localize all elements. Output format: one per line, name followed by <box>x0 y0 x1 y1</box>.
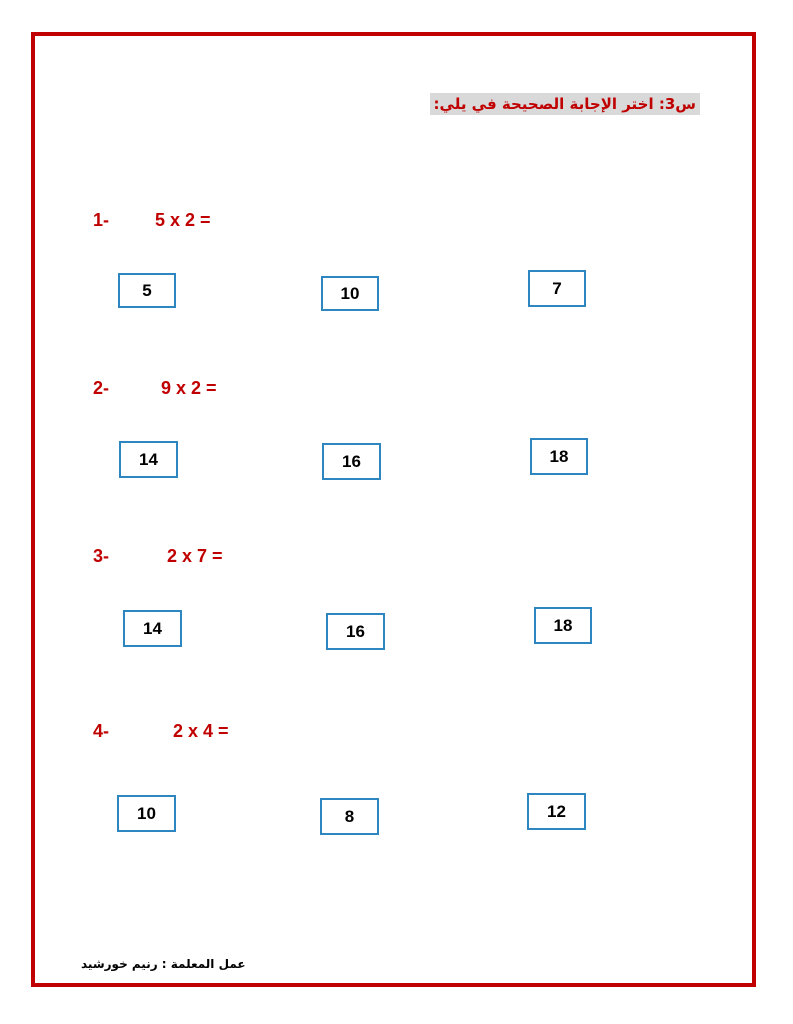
question-1-choice-1[interactable]: 5 <box>118 273 176 308</box>
exercise-heading: س3: اختر الإجابة الصحيحة في يلي: <box>430 93 700 115</box>
question-3-choice-1[interactable]: 14 <box>123 610 182 647</box>
question-1-expression: 5 x 2 = <box>155 210 211 230</box>
question-2-choice-3[interactable]: 18 <box>530 438 588 475</box>
question-2-number: 2- <box>93 378 110 398</box>
question-4-number: 4- <box>93 721 110 741</box>
question-3-choice-2[interactable]: 16 <box>326 613 385 650</box>
question-4-choice-1[interactable]: 10 <box>117 795 176 832</box>
question-3-expression: 2 x 7 = <box>167 546 223 566</box>
question-4-expression: 2 x 4 = <box>173 721 229 741</box>
question-2-expression: 9 x 2 = <box>161 378 217 398</box>
question-1-choice-3[interactable]: 7 <box>528 270 586 307</box>
teacher-credit: عمل المعلمة : رنيم خورشيد <box>81 957 246 971</box>
question-3-choice-3[interactable]: 18 <box>534 607 592 644</box>
question-4-choice-3[interactable]: 12 <box>527 793 586 830</box>
question-3-number: 3- <box>93 546 110 566</box>
question-4-choice-2[interactable]: 8 <box>320 798 379 835</box>
page-border-frame <box>31 32 756 987</box>
question-1-number: 1- <box>93 210 110 230</box>
question-2-choice-2[interactable]: 16 <box>322 443 381 480</box>
question-1-choice-2[interactable]: 10 <box>321 276 379 311</box>
question-2-choice-1[interactable]: 14 <box>119 441 178 478</box>
